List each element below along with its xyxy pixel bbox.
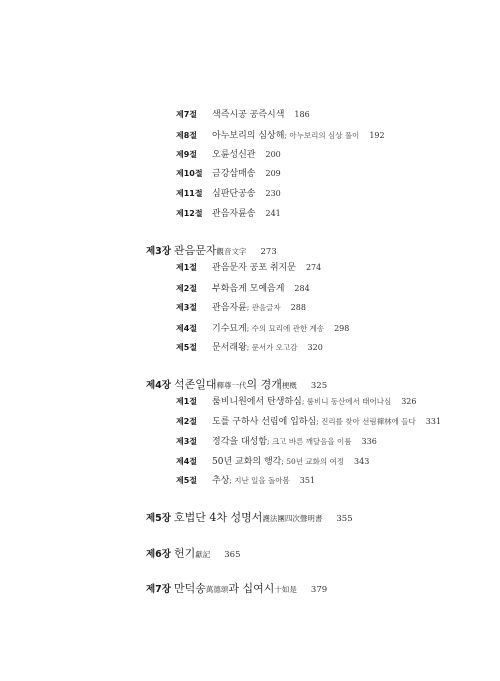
section-page-number: 192 xyxy=(369,131,385,140)
chapter-entry xyxy=(146,545,241,561)
section-subtitle: ; 지난 일을 돌아봄 xyxy=(229,476,290,485)
section-subtitle: ; 수의 묘리에 관한 계송 xyxy=(246,324,325,333)
section-label: 제11절 xyxy=(176,189,203,198)
section-title: 아누보리의 심상해 xyxy=(212,131,285,141)
section-title: 도를 구하사 선림에 입하심 xyxy=(212,417,317,427)
section-label: 제4절 xyxy=(176,457,198,466)
section-page-number: 186 xyxy=(294,110,310,119)
chapter-entry xyxy=(146,242,277,258)
chapter-label: 제3장 xyxy=(146,246,171,257)
chapter-label: 제6장 xyxy=(146,549,171,560)
section-subtitle: ; 크고 바른 깨달음을 이룸 xyxy=(267,437,352,446)
section-page-number: 326 xyxy=(401,397,417,406)
section-page-number: 200 xyxy=(265,150,281,159)
chapter-entry xyxy=(146,509,353,525)
chapter-label: 제5장 xyxy=(146,513,171,524)
chapter-hanja: 觀音文字 xyxy=(216,247,247,256)
section-page-number: 336 xyxy=(361,437,377,446)
section-title: 추상 xyxy=(212,476,230,486)
section-page-number: 343 xyxy=(354,457,370,466)
chapter-title-cont: 과 십여시 xyxy=(228,582,275,595)
section-subtitle: ; 아누보리의 심상 풀이 xyxy=(284,131,360,140)
section-label: 제9절 xyxy=(176,150,198,159)
section-title: 부화음게 모예음게 xyxy=(212,284,285,294)
section-page-number: 230 xyxy=(265,189,281,198)
section-label: 제2절 xyxy=(176,284,198,293)
chapter-label: 제7장 xyxy=(146,584,171,595)
chapter-entry xyxy=(146,376,327,392)
section-entry xyxy=(176,281,310,294)
section-entry xyxy=(176,454,369,467)
chapter-hanja: 釋尊一代 xyxy=(216,381,247,390)
chapter-title: 석존일대 xyxy=(174,378,217,391)
section-title: 문서래왕 xyxy=(212,343,247,353)
section-label: 제3절 xyxy=(176,303,198,312)
section-subtitle: ; 룸비니 동산에서 태어나심 xyxy=(301,397,392,406)
chapter-page-number: 355 xyxy=(336,514,353,524)
section-title: 오륜성신관 xyxy=(212,150,256,160)
section-entry xyxy=(176,107,310,120)
chapter-page-number: 273 xyxy=(260,247,277,257)
chapter-title: 헌기 xyxy=(174,547,196,560)
chapter-title-cont: 의 경개 xyxy=(246,378,282,391)
section-title: 관음자륜송 xyxy=(212,209,256,219)
section-label: 제2절 xyxy=(176,417,198,426)
section-entry xyxy=(176,300,306,313)
section-title: 관음자륜 xyxy=(212,303,247,313)
section-title: 기수묘게 xyxy=(212,324,247,334)
chapter-label: 제4장 xyxy=(146,380,171,391)
section-title: 색즉시공 공즉시색 xyxy=(212,110,285,120)
chapter-title: 관음문자 xyxy=(174,244,217,257)
section-page-number: 274 xyxy=(305,263,322,272)
chapter-hanja: 獻記 xyxy=(195,550,211,559)
section-entry xyxy=(176,434,377,447)
section-entry xyxy=(176,260,321,273)
section-page-number: 320 xyxy=(307,343,323,352)
section-subtitle: ; 50년 교화의 여정 xyxy=(281,457,345,466)
section-title: 관음문자 공포 취지문 xyxy=(212,263,296,273)
section-entry xyxy=(176,166,281,179)
section-title: 룸비니원에서 탄생하심 xyxy=(212,397,302,407)
section-page-number: 284 xyxy=(294,284,310,293)
section-page-number: 241 xyxy=(265,209,281,218)
section-page-number: 288 xyxy=(290,303,306,312)
section-entry xyxy=(176,414,441,427)
chapter-title: 호법단 4차 성명서 xyxy=(174,511,263,524)
section-entry xyxy=(176,206,281,219)
chapter-page-number: 365 xyxy=(224,550,241,560)
section-subtitle: ; 진리를 찾아 선림禪林에 들다 xyxy=(316,417,416,426)
section-entry xyxy=(176,340,323,353)
section-label: 제1절 xyxy=(176,263,198,272)
section-label: 제5절 xyxy=(176,476,198,485)
section-subtitle: ; 관음글자 xyxy=(246,303,281,312)
chapter-hanja-2: 梗槪 xyxy=(281,381,297,390)
chapter-page-number: 325 xyxy=(310,381,328,391)
section-entry xyxy=(176,473,315,486)
section-label: 제10절 xyxy=(176,169,203,178)
section-label: 제1절 xyxy=(176,397,198,406)
section-label: 제4절 xyxy=(176,324,198,333)
section-title: 정각을 대성함 xyxy=(212,437,268,447)
chapter-page-number: 379 xyxy=(310,585,328,595)
section-label: 제8절 xyxy=(176,131,198,140)
section-title: 50년 교화의 행각 xyxy=(212,457,282,467)
chapter-title: 만덕송 xyxy=(174,582,206,595)
chapter-entry xyxy=(146,580,327,596)
section-title: 심판단공송 xyxy=(212,189,256,199)
section-subtitle: ; 문서가 오고감 xyxy=(246,343,298,352)
section-entry xyxy=(176,394,416,407)
section-page-number: 331 xyxy=(425,417,442,426)
section-label: 제7절 xyxy=(176,110,198,119)
section-page-number: 209 xyxy=(265,169,281,178)
chapter-hanja: 萬德頌 xyxy=(205,585,229,594)
section-entry xyxy=(176,321,349,334)
chapter-hanja: 護法團四次聲明書 xyxy=(262,514,323,523)
section-entry xyxy=(176,186,281,199)
section-label: 제5절 xyxy=(176,343,198,352)
section-page-number: 298 xyxy=(334,324,350,333)
section-page-number: 351 xyxy=(299,476,316,485)
section-label: 제3절 xyxy=(176,437,198,446)
section-label: 제12절 xyxy=(176,209,203,218)
section-entry xyxy=(176,147,281,160)
chapter-hanja-2: 十如是 xyxy=(274,585,297,594)
section-title: 금강삼매송 xyxy=(212,169,256,179)
section-entry xyxy=(176,128,385,141)
